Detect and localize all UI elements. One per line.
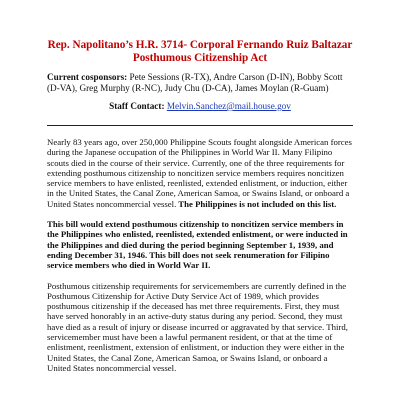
cosponsors-line [47, 72, 353, 94]
title-line-2: Posthumous Citizenship Act [132, 52, 268, 64]
cosponsors-list: Pete Sessions (R-TX), Andre Carson (D-IN), Bobby Scott (D-VA), Greg Murphy (R-NC), Judy Chu (D-CA), James Moylan (R-Guam) [47, 72, 343, 93]
staff-contact-line [47, 101, 353, 112]
paragraph-1-bold: The Philippines is not included on this list. [176, 198, 337, 209]
cosponsors-label: Current cosponsors: [47, 72, 128, 82]
staff-contact-label: Staff Contact: [109, 101, 165, 111]
header-divider [47, 125, 353, 126]
paragraph-2: This bill would extend posthumous citizenship to noncitizen service members in the Philippines who enlisted, reenlisted, extended enlistment, or were inducted in the Philippines and died during the period beginning September 1, 1939, and ending December 31, 1946. This bill does not seek renumeration for Filipino service members who died in World War II. [47, 219, 348, 271]
paragraph-1-text: Nearly 83 years ago, over 250,000 Philippine Scouts fought alongside American forces during the Japanese occupation of the Philippines in World War II. Many Filipino scouts died in the course of their service. Currently, one of the three requirements for extending posthumous citizenship to noncitizen service members requires noncitizen service members to have enlisted, reenlisted, extended enlistment, or induction, either in the United States, the Canal Zone, American Samoa, or Swains Island, or onboard a United States noncommercial vessel. [47, 137, 352, 209]
title-line-1: Rep. Napolitano’s H.R. 3714- Corporal Fernando Ruiz Baltazar [47, 39, 353, 51]
document-title [47, 39, 353, 65]
paragraph-3: Posthumous citizenship requirements for servicemembers are currently defined in the Posthumous Citizenship for Active Duty Service Act of 1989, which provides posthumous citizenship if the deceased has met three requirements. First, they must have served honorably in an active-duty status during any period. Second, they must have died as a result of injury or disease incurred or aggravated by that service. Third, servicemember must have been a lawful permanent resident, or that at the time of enlistment, reenlistment, extension of enlistment, or induction they were either in the United States, the Canal Zone, American Samoa, or Swains Island, or onboard a United States noncommercial vessel. [47, 280, 348, 373]
paragraph-1 [47, 137, 353, 209]
staff-contact-email-link[interactable]: Melvin.Sanchez@mail.house.gov [166, 101, 291, 111]
